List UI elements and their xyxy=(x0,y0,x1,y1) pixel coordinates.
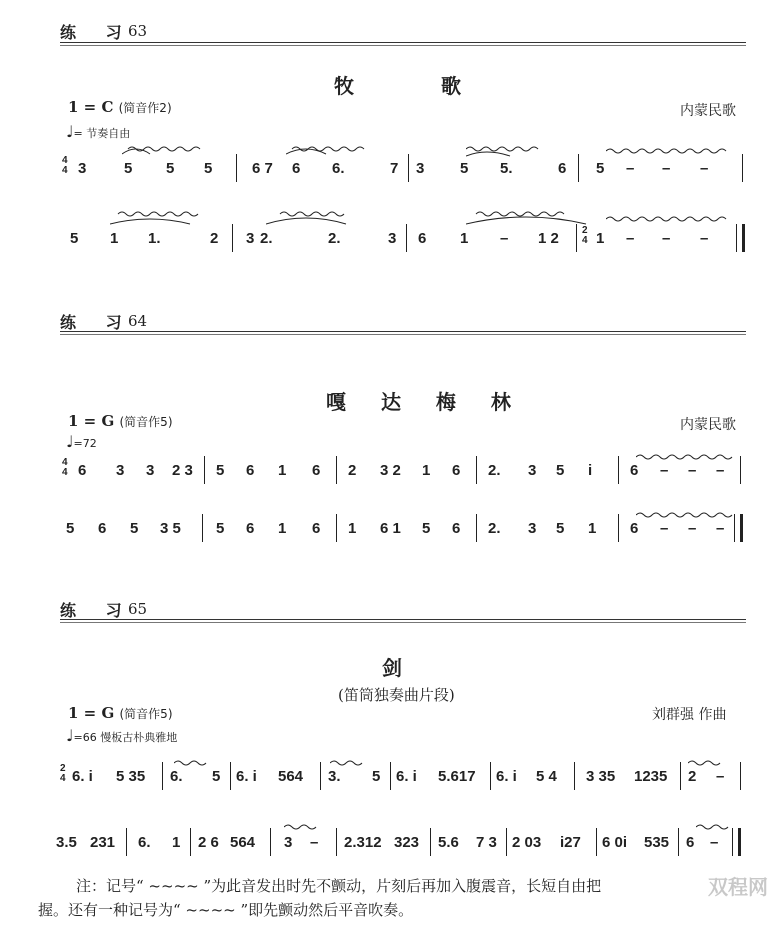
exercise-number: 65 xyxy=(128,600,148,618)
divider xyxy=(60,42,746,43)
music-line: 3.5 231 6. 1 2 6 564 3 – 2.312 323 5.6 7 3 2 03 i27 6 0i 535 6 – xyxy=(56,826,746,860)
divider xyxy=(60,45,746,46)
key-signature: 1 = G (简音作5) xyxy=(68,412,173,430)
quarter-note-icon: ♩ xyxy=(66,726,74,745)
divider xyxy=(60,619,746,620)
exercise-number: 64 xyxy=(128,312,148,330)
music-line: 4 4 3 5 5 5 6 7 6 6. 7 3 5 5. 6 5 – – – xyxy=(56,152,746,186)
exercise-number: 63 xyxy=(128,22,148,40)
composer-credit: 刘群强 作曲 xyxy=(652,707,727,723)
song-title: 剑 xyxy=(382,656,404,680)
footnote-line: 握。还有一种记号为“ ~~~~ ”即先颤动然后平音吹奏。 xyxy=(38,901,414,919)
key-signature: 1 = G (简音作5) xyxy=(68,704,173,722)
song-title: 嘎 达 梅 林 xyxy=(326,390,525,414)
song-subtitle: (笛筒独奏曲片段) xyxy=(338,686,455,704)
tempo-marking: ♩=72 xyxy=(66,432,97,451)
quarter-note-icon: ♩ xyxy=(66,122,74,141)
watermark: 双程网 xyxy=(708,875,768,899)
footnote-line: 注：记号“ ~~~~ ”为此音发出时先不颤动，片刻后再加入腹震音，长短自由把 xyxy=(76,877,602,895)
tempo-marking: ♩= 节奏自由 xyxy=(66,122,131,141)
footnote xyxy=(38,874,756,922)
quarter-note-icon: ♩ xyxy=(66,432,74,451)
exercise-header: 练 习 xyxy=(60,601,134,620)
divider xyxy=(60,622,746,623)
composer-credit: 内蒙民歌 xyxy=(680,103,736,119)
exercise-header: 练 习 xyxy=(60,23,134,42)
music-line: 4 4 6 3 3 2 3 5 6 1 6 2 3 2 1 6 2. 3 5 i 6 – – – xyxy=(56,454,746,488)
music-line: 5 6 5 3 5 5 6 1 6 1 6 1 5 6 2. 3 5 1 6 – – – xyxy=(56,512,746,546)
composer-credit: 内蒙民歌 xyxy=(680,417,736,433)
music-line: 5 1 1. 2 3 2. 2. 3 6 1 – 1 2 2 4 1 – – – xyxy=(56,222,746,256)
divider xyxy=(60,331,746,332)
tempo-marking: ♩=66 慢板古朴典雅地 xyxy=(66,726,178,745)
song-title: 牧 歌 xyxy=(334,74,501,98)
music-line: 2 4 6. i 5 35 6. 5 6. i 564 3. 5 6. i 5.617 6. i 5 4 3 35 1235 2 – xyxy=(56,760,746,794)
exercise-header: 练 习 xyxy=(60,313,134,332)
key-signature: 1 = C (简音作2) xyxy=(68,98,172,116)
divider xyxy=(60,334,746,335)
